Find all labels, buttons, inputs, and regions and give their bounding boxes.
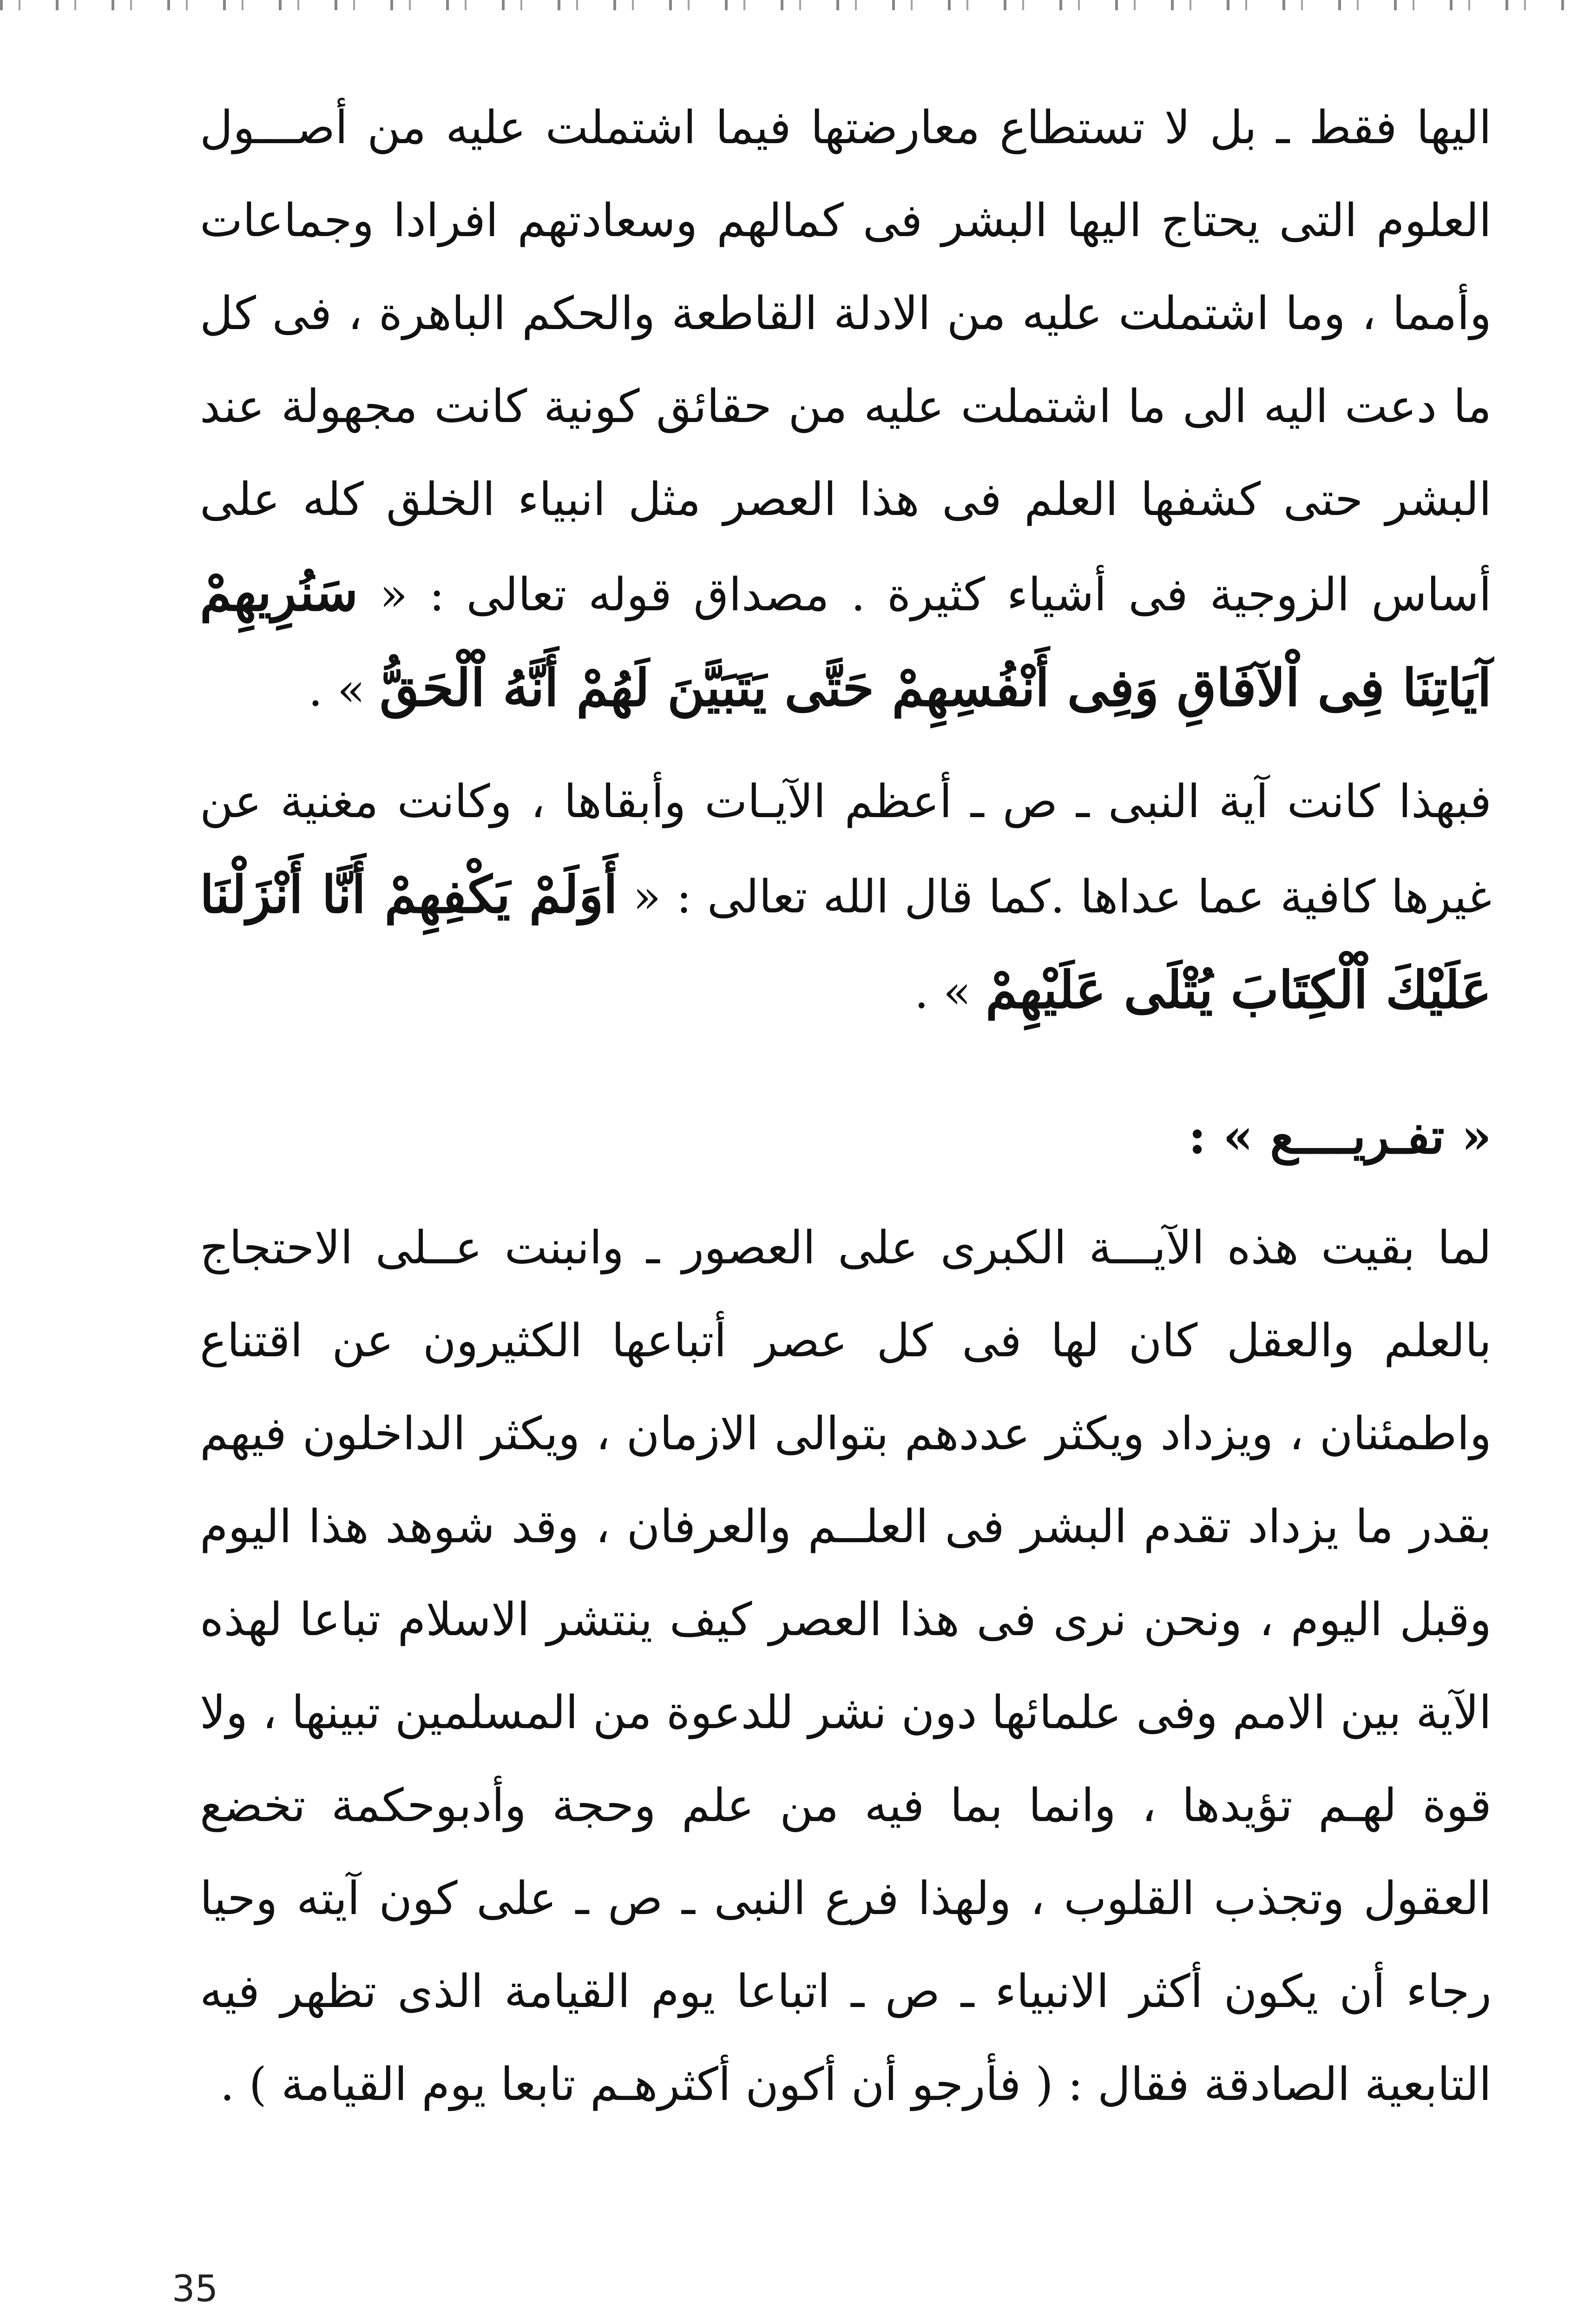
- section-heading: « تفـريــــع » :: [1188, 1108, 1492, 1165]
- page-body: [200, 81, 1492, 2131]
- paragraph-2: [200, 755, 1492, 1039]
- paragraph-1-text: اليها فقط ـ بل لا تستطاع معارضتها فيما اشتملت عليه من أصـــول العلوم التى يحتاج اليها البشر فى كمالهم وسعادتهم افرادا وجماعات وأمما ، وما اشتملت عليه من الادلة القاطعة والحكم الباهرة ، فى كل ما دعت اليه الى ما اشتملت عليه من حقائق كونية كانت مجهولة عند البشر حتى كشفها العلم فى هذا العصر مثل انبياء الخلق كله على أساس الزوجية فى أشياء كثيرة . مصداق قوله تعالى : «: [200, 101, 1492, 621]
- verse-2-open: «: [633, 871, 661, 924]
- paragraph-3: لما بقيت هذه الآيـــة الكبرى على العصور ـ وانبنت عــلى الاحتجاج بالعلم والعقل كان لها فى كل عصر أتباعها الكثيرون عن اقتناع واطمئنان ، ويزداد ويكثر عددهم بتوالى الازمان ، ويكثر الداخلون فيهم بقدر ما يزداد تقدم البشر فى العلــم والعرفان ، وقد شوهد هذا اليوم وقبل اليوم ، ونحن نرى فى هذا العصر كيف ينتشر الاسلام تباعا لهذه الآية بين الامم وفى علمائها دون نشر للدعوة من المسلمين تبينها ، ولا قوة لهـم تؤيدها ، وانما بما فيه من علم وحجة وأدبوحكمة تخضع العقول وتجذب القلوب ، ولهذا فرع النبى ـ ص ـ على كون آيته وحيا رجاء أن يكون أكثر الانبياء ـ ص ـ اتباعا يوم القيامة الذى تظهر فيه التابعية الصادقة فقال : ( فأرجو أن أكون أكثرهـم تابعا يوم القيامة ) .: [200, 1221, 1492, 2111]
- verse-1-closing: » .: [308, 664, 365, 717]
- spacer: [200, 1039, 1492, 1090]
- verse-2-closing: » .: [914, 966, 971, 1019]
- quran-verse-2: أَوَلَمْ يَكْفِهِمْ أَنَّا أَنْزَلْنَا عَلَيْكَ اْلْكِتَابَ يُتْلَى عَلَيْهِمْ: [200, 865, 1492, 1020]
- page-number: 35: [172, 2268, 218, 2310]
- spacer: [200, 1183, 1492, 1202]
- spacer: [200, 737, 1492, 755]
- paragraph-1: [200, 81, 1492, 737]
- scan-top-edge: [0, 0, 1571, 10]
- quran-verse-1: سَنُرِيهِمْ آيَاتِنَا فِى اْلآفَاقِ وَفِى أَنْفُسِهِمْ حَتَّى يَتَبَيَّنَ لَهُمْ أَنَّهُ اْلْحَقُّ: [200, 562, 1492, 718]
- paragraph-2-text: فبهذا كانت آية النبى ـ ص ـ أعظم الآيـات وأبقاها ، وكانت مغنية عن غيرها كافية عما عداها .كما قال الله تعالى :: [200, 775, 1492, 924]
